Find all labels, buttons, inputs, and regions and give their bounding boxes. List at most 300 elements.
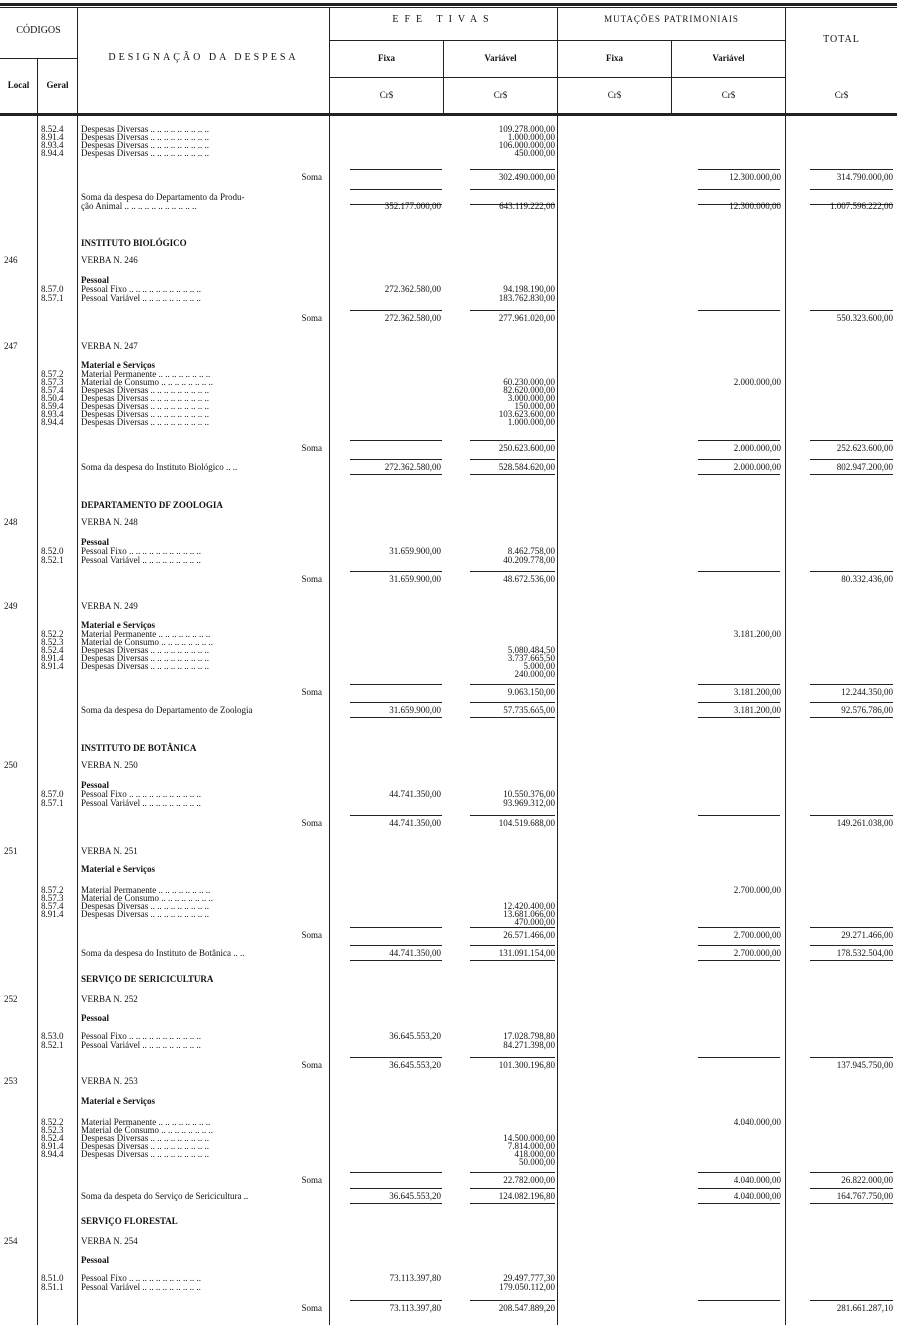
geral-code: 8.57.3	[41, 893, 64, 903]
sum-line	[470, 440, 555, 441]
sum-line	[810, 459, 893, 460]
value-v5: 80.332.436,00	[841, 574, 893, 584]
sum-line	[350, 702, 442, 703]
top-border-inner	[0, 7, 897, 8]
geral-code: 8.50.4	[41, 393, 64, 403]
fixa-variavel-underline	[330, 77, 785, 78]
sum-line	[470, 571, 555, 572]
currency-label-2: Cr$	[493, 90, 508, 100]
sum-line	[470, 945, 555, 946]
geral-code: 8.52.3	[41, 1125, 64, 1135]
table-row	[0, 555, 897, 565]
sum-line	[470, 169, 555, 170]
section-heading: SERVIÇO FLORESTAL	[81, 1216, 178, 1226]
value-v2: 109.278.000,00	[498, 124, 555, 134]
value-v2: 40.209.778,00	[503, 555, 555, 565]
sum-line	[810, 474, 893, 475]
value-v4: 12.300.000,00	[729, 172, 781, 182]
table-row	[0, 760, 897, 770]
value-v2: 418.000,00	[514, 1149, 555, 1159]
designacao-text: VERBA N. 246	[81, 255, 138, 265]
sum-line	[470, 960, 555, 961]
sum-line	[350, 189, 442, 190]
soma-label: Soma	[301, 687, 322, 697]
table-row	[0, 1236, 897, 1246]
value-v2: 450.000,00	[514, 148, 555, 158]
value-v2: 50.000,00	[519, 1157, 555, 1167]
local-code: 249	[4, 601, 18, 611]
value-v4: 2.700.000,00	[733, 885, 781, 895]
table-row	[0, 917, 897, 927]
sum-line	[698, 310, 780, 311]
sum-line	[698, 1203, 780, 1204]
value-v2: 240.000,00	[514, 669, 555, 679]
value-v4: 2.000.000,00	[733, 462, 781, 472]
sum-line	[698, 684, 780, 685]
value-v2: 183.762.830,00	[498, 293, 555, 303]
section-heading: Pessoal	[81, 537, 109, 547]
sum-line	[470, 684, 555, 685]
soma-label: Soma	[301, 1303, 322, 1313]
value-v5: 29.271.466,00	[841, 930, 893, 940]
geral-code: 8.51.1	[41, 1282, 64, 1292]
sum-line	[810, 1057, 893, 1058]
designacao-text: Soma da despesa do Departamento de Zoologia	[81, 705, 253, 715]
sum-line	[350, 960, 442, 961]
sum-line	[350, 571, 442, 572]
value-v2: 5.080.484,50	[507, 645, 555, 655]
soma-label: Soma	[301, 1175, 322, 1185]
value-v4: 4.040.000,00	[733, 1175, 781, 1185]
sum-line	[470, 1172, 555, 1173]
geral-code: 8.57.3	[41, 377, 64, 387]
value-v5: 550.323.600,00	[836, 313, 893, 323]
designacao-text: VERBA N. 248	[81, 517, 138, 527]
value-v4: 2.700.000,00	[733, 948, 781, 958]
value-v1: 36.645.553,20	[389, 1031, 441, 1041]
table-row	[0, 948, 897, 958]
soma-row	[0, 930, 897, 940]
sum-line	[350, 1057, 442, 1058]
sum-line	[698, 815, 780, 816]
value-v2: 22.782.000,00	[503, 1175, 555, 1185]
designacao-text: Material Permanente .. .. .. .. .. .. .. ..	[81, 369, 211, 379]
table-row	[0, 705, 897, 715]
section-heading: Pessoal	[81, 1013, 109, 1023]
value-v5: 137.945.750,00	[836, 1060, 893, 1070]
sum-line	[698, 189, 780, 190]
total-label: TOTAL	[823, 34, 860, 45]
section-heading: Pessoal	[81, 275, 109, 285]
geral-code: 8.51.0	[41, 1273, 64, 1283]
sum-line	[698, 717, 780, 718]
efetivas-label: EFE TIVAS	[392, 14, 495, 25]
section-heading: Material e Serviços	[81, 1096, 155, 1106]
value-v5: 164.767.750,00	[836, 1191, 893, 1201]
designacao-text: Pessoal Variável .. .. .. .. .. .. .. .. ..	[81, 555, 201, 565]
soma-row	[0, 1060, 897, 1070]
value-v2: 250.623.600,00	[498, 443, 555, 453]
geral-code: 8.59.4	[41, 401, 64, 411]
value-v2: 29.497.777,30	[503, 1273, 555, 1283]
value-v2: 208.547.889,20	[498, 1303, 555, 1313]
designacao-text: Material de Consumo .. .. .. .. .. .. .. ..	[81, 377, 213, 387]
value-v1: 31.659.900,00	[389, 705, 441, 715]
sum-line	[470, 927, 555, 928]
sum-line	[810, 1172, 893, 1173]
table-row	[0, 255, 897, 265]
value-v2: 277.961.020,00	[498, 313, 555, 323]
sum-line	[810, 1300, 893, 1301]
local-code: 248	[4, 517, 18, 527]
sum-line	[698, 945, 780, 946]
table-row	[0, 417, 897, 427]
value-v2: 13.681.066,00	[503, 909, 555, 919]
sum-line	[810, 717, 893, 718]
table-row	[0, 462, 897, 472]
sum-line	[470, 1203, 555, 1204]
designacao-text: Material de Consumo .. .. .. .. .. .. .. ..	[81, 893, 213, 903]
sum-line	[350, 815, 442, 816]
value-v5: 1.007.596.222,00	[830, 201, 893, 211]
designacao-text: Soma da despeta do Serviço de Sericicultura ..	[81, 1191, 249, 1201]
designacao-text: Pessoal Fixo .. .. .. .. .. .. .. .. .. .. ..	[81, 546, 202, 556]
geral-code: 8.52.4	[41, 645, 64, 655]
value-v2: 82.620.000,00	[503, 385, 555, 395]
sum-line	[470, 1057, 555, 1058]
value-v2: 60.230.000,00	[503, 377, 555, 387]
table-row	[0, 1076, 897, 1086]
value-v2: 12.420.400,00	[503, 901, 555, 911]
designacao-text: Despesas Diversas .. .. .. .. .. .. .. .. ..	[81, 909, 209, 919]
sum-line	[698, 927, 780, 928]
table-row	[0, 1157, 897, 1167]
designacao-text: Despesas Diversas .. .. .. .. .. .. .. .. ..	[81, 148, 209, 158]
sum-line	[810, 310, 893, 311]
currency-label-3: Cr$	[607, 90, 622, 100]
value-v2: 131.091.154,00	[498, 948, 555, 958]
geral-code: 8.57.1	[41, 293, 64, 303]
sum-line	[470, 189, 555, 190]
value-v2: 1.000.000,00	[507, 132, 555, 142]
sum-line	[810, 1188, 893, 1189]
designacao-text: Despesas Diversas .. .. .. .. .. .. .. .. ..	[81, 1149, 209, 1159]
geral-code: 8.91.4	[41, 661, 64, 671]
geral-code: 8.52.1	[41, 555, 64, 565]
efetivas-fixa-label: Fixa	[378, 53, 395, 63]
local-code: 246	[4, 255, 18, 265]
table-row	[0, 798, 897, 808]
designacao-text: Pessoal Fixo .. .. .. .. .. .. .. .. .. .. ..	[81, 284, 202, 294]
value-v5: 252.623.600,00	[836, 443, 893, 453]
value-v1: 73.113.397,80	[389, 1273, 441, 1283]
header-bottom-border	[0, 113, 897, 116]
value-v2: 179.050.112,00	[499, 1282, 555, 1292]
sum-line	[698, 960, 780, 961]
geral-code: 8.91.4	[41, 1141, 64, 1151]
section-heading: INSTITUTO DE BOTÂNICA	[81, 743, 197, 753]
table-row	[0, 500, 897, 510]
soma-label: Soma	[301, 930, 322, 940]
value-v2: 7.814.000,00	[507, 1141, 555, 1151]
local-code: 250	[4, 760, 18, 770]
value-v2: 3.737.665,50	[507, 653, 555, 663]
value-v4: 2.700.000,00	[733, 930, 781, 940]
sum-line	[350, 474, 442, 475]
designacao-text: VERBA N. 247	[81, 341, 138, 351]
sum-line	[810, 684, 893, 685]
sum-line	[470, 474, 555, 475]
table-row	[0, 517, 897, 527]
value-v5: 26.822.000,00	[841, 1175, 893, 1185]
sum-line	[470, 459, 555, 460]
sum-line	[470, 717, 555, 718]
value-v1: 73.113.397,80	[389, 1303, 441, 1313]
designacao-text: VERBA N. 253	[81, 1076, 138, 1086]
designacao-text: VERBA N. 251	[81, 846, 138, 856]
designacao-text: Despesas Diversas .. .. .. .. .. .. .. .. ..	[81, 140, 209, 150]
designacao-text: Material Permanente .. .. .. .. .. .. .. ..	[81, 885, 211, 895]
value-v2: 106.000.000,00	[498, 140, 555, 150]
designacao-text: Pessoal Fixo .. .. .. .. .. .. .. .. .. .. ..	[81, 1273, 202, 1283]
value-v5: 149.261.038,00	[836, 818, 893, 828]
value-v4: 2.000.000,00	[733, 377, 781, 387]
table-row	[0, 669, 897, 679]
value-v2: 3.000.000,00	[507, 393, 555, 403]
designacao-text: Pessoal Fixo .. .. .. .. .. .. .. .. .. .. ..	[81, 789, 202, 799]
designacao-text: ção Animal .. .. .. .. .. .. .. .. .. .. ..	[81, 201, 197, 211]
sum-line	[470, 815, 555, 816]
section-heading: Material e Serviços	[81, 864, 155, 874]
soma-label: Soma	[301, 574, 322, 584]
top-border	[0, 3, 897, 6]
sum-line	[350, 169, 442, 170]
table-row	[0, 148, 897, 158]
geral-code: 8.53.0	[41, 1031, 64, 1041]
table-row	[0, 1255, 897, 1265]
soma-row	[0, 1175, 897, 1185]
value-v1: 272.362.580,00	[384, 313, 441, 323]
table-row	[0, 1040, 897, 1050]
section-heading: SERVIÇO DE SERICICULTURA	[81, 974, 214, 984]
value-v5: 281.661.287,10	[836, 1303, 893, 1313]
sum-line	[350, 717, 442, 718]
table-row	[0, 743, 897, 753]
table-row	[0, 293, 897, 303]
designacao-text: Despesas Diversas .. .. .. .. .. .. .. .. ..	[81, 132, 209, 142]
value-v2: 470.000,00	[514, 917, 555, 927]
local-label: Local	[7, 80, 30, 90]
value-v1: 44.741.350,00	[389, 948, 441, 958]
designacao-text: VERBA N. 254	[81, 1236, 138, 1246]
sum-line	[350, 927, 442, 928]
codigos-label: CÓDIGOS	[16, 25, 61, 36]
table-row	[0, 974, 897, 984]
designacao-text: Despesas Diversas .. .. .. .. .. .. .. .. ..	[81, 124, 209, 134]
local-code: 251	[4, 846, 18, 856]
designacao-text: Pessoal Variável .. .. .. .. .. .. .. .. ..	[81, 1040, 201, 1050]
sum-line	[350, 945, 442, 946]
designacao-text: Despesas Diversas .. .. .. .. .. .. .. .. ..	[81, 409, 209, 419]
geral-code: 8.57.1	[41, 798, 64, 808]
soma-label: Soma	[301, 1060, 322, 1070]
value-v1: 352.177.000,00	[384, 201, 441, 211]
value-v2: 643.119.222,00	[499, 201, 555, 211]
value-v1: 31.659.900,00	[389, 574, 441, 584]
geral-code: 8.57.2	[41, 369, 64, 379]
table-row	[0, 846, 897, 856]
designacao-text: Material de Consumo .. .. .. .. .. .. .. ..	[81, 1125, 213, 1135]
value-v2: 528.584.620,00	[498, 462, 555, 472]
section-heading: DEPARTAMENTO DF ZOOLOGIA	[81, 500, 223, 510]
soma-row	[0, 687, 897, 697]
sum-line	[350, 1188, 442, 1189]
section-heading: Material e Serviços	[81, 360, 155, 370]
geral-code: 8.52.0	[41, 546, 64, 556]
value-v2: 1.000.000,00	[507, 417, 555, 427]
value-v1: 31.659.900,00	[389, 546, 441, 556]
sum-line	[698, 1300, 780, 1301]
value-v2: 302.490.000,00	[498, 172, 555, 182]
sum-line	[470, 310, 555, 311]
sum-line	[698, 474, 780, 475]
geral-code: 8.57.0	[41, 284, 64, 294]
currency-label-5: Cr$	[834, 90, 849, 100]
sum-line	[698, 702, 780, 703]
section-heading: Material e Serviços	[81, 620, 155, 630]
value-v1: 44.741.350,00	[389, 818, 441, 828]
local-code: 252	[4, 994, 18, 1004]
soma-label: Soma	[301, 443, 322, 453]
value-v1: 36.645.553,20	[389, 1191, 441, 1201]
value-v1: 272.362.580,00	[384, 284, 441, 294]
value-v2: 124.082.196,80	[498, 1191, 555, 1201]
soma-row	[0, 172, 897, 182]
value-v2: 14.500.000,00	[503, 1133, 555, 1143]
geral-code: 8.93.4	[41, 140, 64, 150]
geral-code: 8.52.1	[41, 1040, 64, 1050]
soma-row	[0, 313, 897, 323]
designacao-text: Despesas Diversas .. .. .. .. .. .. .. .. ..	[81, 401, 209, 411]
sum-line	[810, 571, 893, 572]
value-v2: 26.571.466,00	[503, 930, 555, 940]
table-row	[0, 994, 897, 1004]
table-row	[0, 341, 897, 351]
value-v2: 57.735.6ó5,00	[503, 705, 555, 715]
designacao-text: Despesas Diversas .. .. .. .. .. .. .. .. ..	[81, 661, 209, 671]
geral-code: 8.52.2	[41, 629, 64, 639]
sum-line	[350, 1203, 442, 1204]
sum-line	[810, 960, 893, 961]
value-v4: 12.300.000,00	[729, 201, 781, 211]
table-row	[0, 864, 897, 874]
sum-line	[698, 1057, 780, 1058]
designacao-text: Despesas Diversas .. .. .. .. .. .. .. .. ..	[81, 385, 209, 395]
geral-code: 8.52.4	[41, 124, 64, 134]
value-v2: 150.000,00	[514, 401, 555, 411]
value-v1: 272.362.580,00	[384, 462, 441, 472]
value-v4: 2.000.000,00	[733, 443, 781, 453]
sum-line	[698, 1188, 780, 1189]
designacao-text: Pessoal Variável .. .. .. .. .. .. .. .. ..	[81, 798, 201, 808]
sum-line	[810, 440, 893, 441]
value-v2: 48.672.536,00	[503, 574, 555, 584]
value-v2: 103.623.600,00	[498, 409, 555, 419]
value-v4: 3.181.200,00	[733, 629, 781, 639]
currency-label-1: Cr$	[379, 90, 394, 100]
value-v2: 101.300.196,80	[498, 1060, 555, 1070]
local-code: 253	[4, 1076, 18, 1086]
mutacoes-fixa-label: Fixa	[606, 53, 623, 63]
sum-line	[810, 1203, 893, 1204]
value-v2: 10.550.376,00	[503, 789, 555, 799]
geral-code: 8.91.4	[41, 909, 64, 919]
geral-code: 8.91.4	[41, 132, 64, 142]
section-heading: Pessoal	[81, 780, 109, 790]
sum-line	[810, 702, 893, 703]
designacao-text: Despesas Diversas .. .. .. .. .. .. .. .. ..	[81, 1141, 209, 1151]
geral-code: 8.94.4	[41, 148, 64, 158]
value-v4: 3.181.200,00	[733, 687, 781, 697]
designacao-text: Despesas Diversas .. .. .. .. .. .. .. .. ..	[81, 417, 209, 427]
currency-label-4: Cr$	[721, 90, 736, 100]
designacao-text: Pessoal Fixo .. .. .. .. .. .. .. .. .. .. ..	[81, 1031, 202, 1041]
soma-row	[0, 574, 897, 584]
table-row	[0, 238, 897, 248]
table-row	[0, 1191, 897, 1201]
designacao-text: VERBA N. 249	[81, 601, 138, 611]
value-v2: 9.063.150,00	[507, 687, 555, 697]
geral-code: 8.94.4	[41, 417, 64, 427]
soma-label: Soma	[301, 172, 322, 182]
value-v5: 92.576.786,00	[841, 705, 893, 715]
designacao-label: DESIGNAÇÃO DA DESPESA	[108, 52, 299, 63]
sum-line	[810, 815, 893, 816]
soma-row	[0, 1303, 897, 1313]
sum-line	[698, 459, 780, 460]
designacao-text: Material de Consumo .. .. .. .. .. .. .. ..	[81, 637, 213, 647]
sum-line	[810, 189, 893, 190]
designacao-text: Soma da despesa do Instituto Biológico .. ..	[81, 462, 238, 472]
sum-line	[810, 945, 893, 946]
value-v4: 3.181.200,00	[733, 705, 781, 715]
geral-code: 8.52.4	[41, 1133, 64, 1143]
efetivas-variavel-label: Variável	[484, 53, 517, 63]
codigos-underline	[0, 58, 77, 59]
sum-line	[810, 169, 893, 170]
value-v2: 104.519.688,00	[498, 818, 555, 828]
table-row	[0, 601, 897, 611]
designacao-text: Soma da despesa do Instituto de Botânica .. ..	[81, 948, 245, 958]
geral-code: 8.52.2	[41, 1117, 64, 1127]
local-code: 247	[4, 341, 18, 351]
efetivas-underline	[330, 40, 785, 41]
designacao-text: Despesas Diversas .. .. .. .. .. .. .. .. ..	[81, 1133, 209, 1143]
sum-line	[470, 1300, 555, 1301]
sum-line	[350, 440, 442, 441]
designacao-text: Pessoal Variável .. .. .. .. .. .. .. .. ..	[81, 1282, 201, 1292]
value-v2: 93.969.312,00	[503, 798, 555, 808]
designacao-text: Pessoal Variável .. .. .. .. .. .. .. .. ..	[81, 293, 201, 303]
soma-label: Soma	[301, 818, 322, 828]
designacao-text: Material Permanente .. .. .. .. .. .. .. ..	[81, 629, 211, 639]
value-v5: 314.790.000,00	[836, 172, 893, 182]
value-v4: 4.040.000,00	[733, 1191, 781, 1201]
value-v5: 12.244.350,00	[841, 687, 893, 697]
geral-code: 8.91.4	[41, 653, 64, 663]
value-v5: 802.947.200,00	[836, 462, 893, 472]
designacao-text: Despesas Diversas .. .. .. .. .. .. .. .. ..	[81, 901, 209, 911]
